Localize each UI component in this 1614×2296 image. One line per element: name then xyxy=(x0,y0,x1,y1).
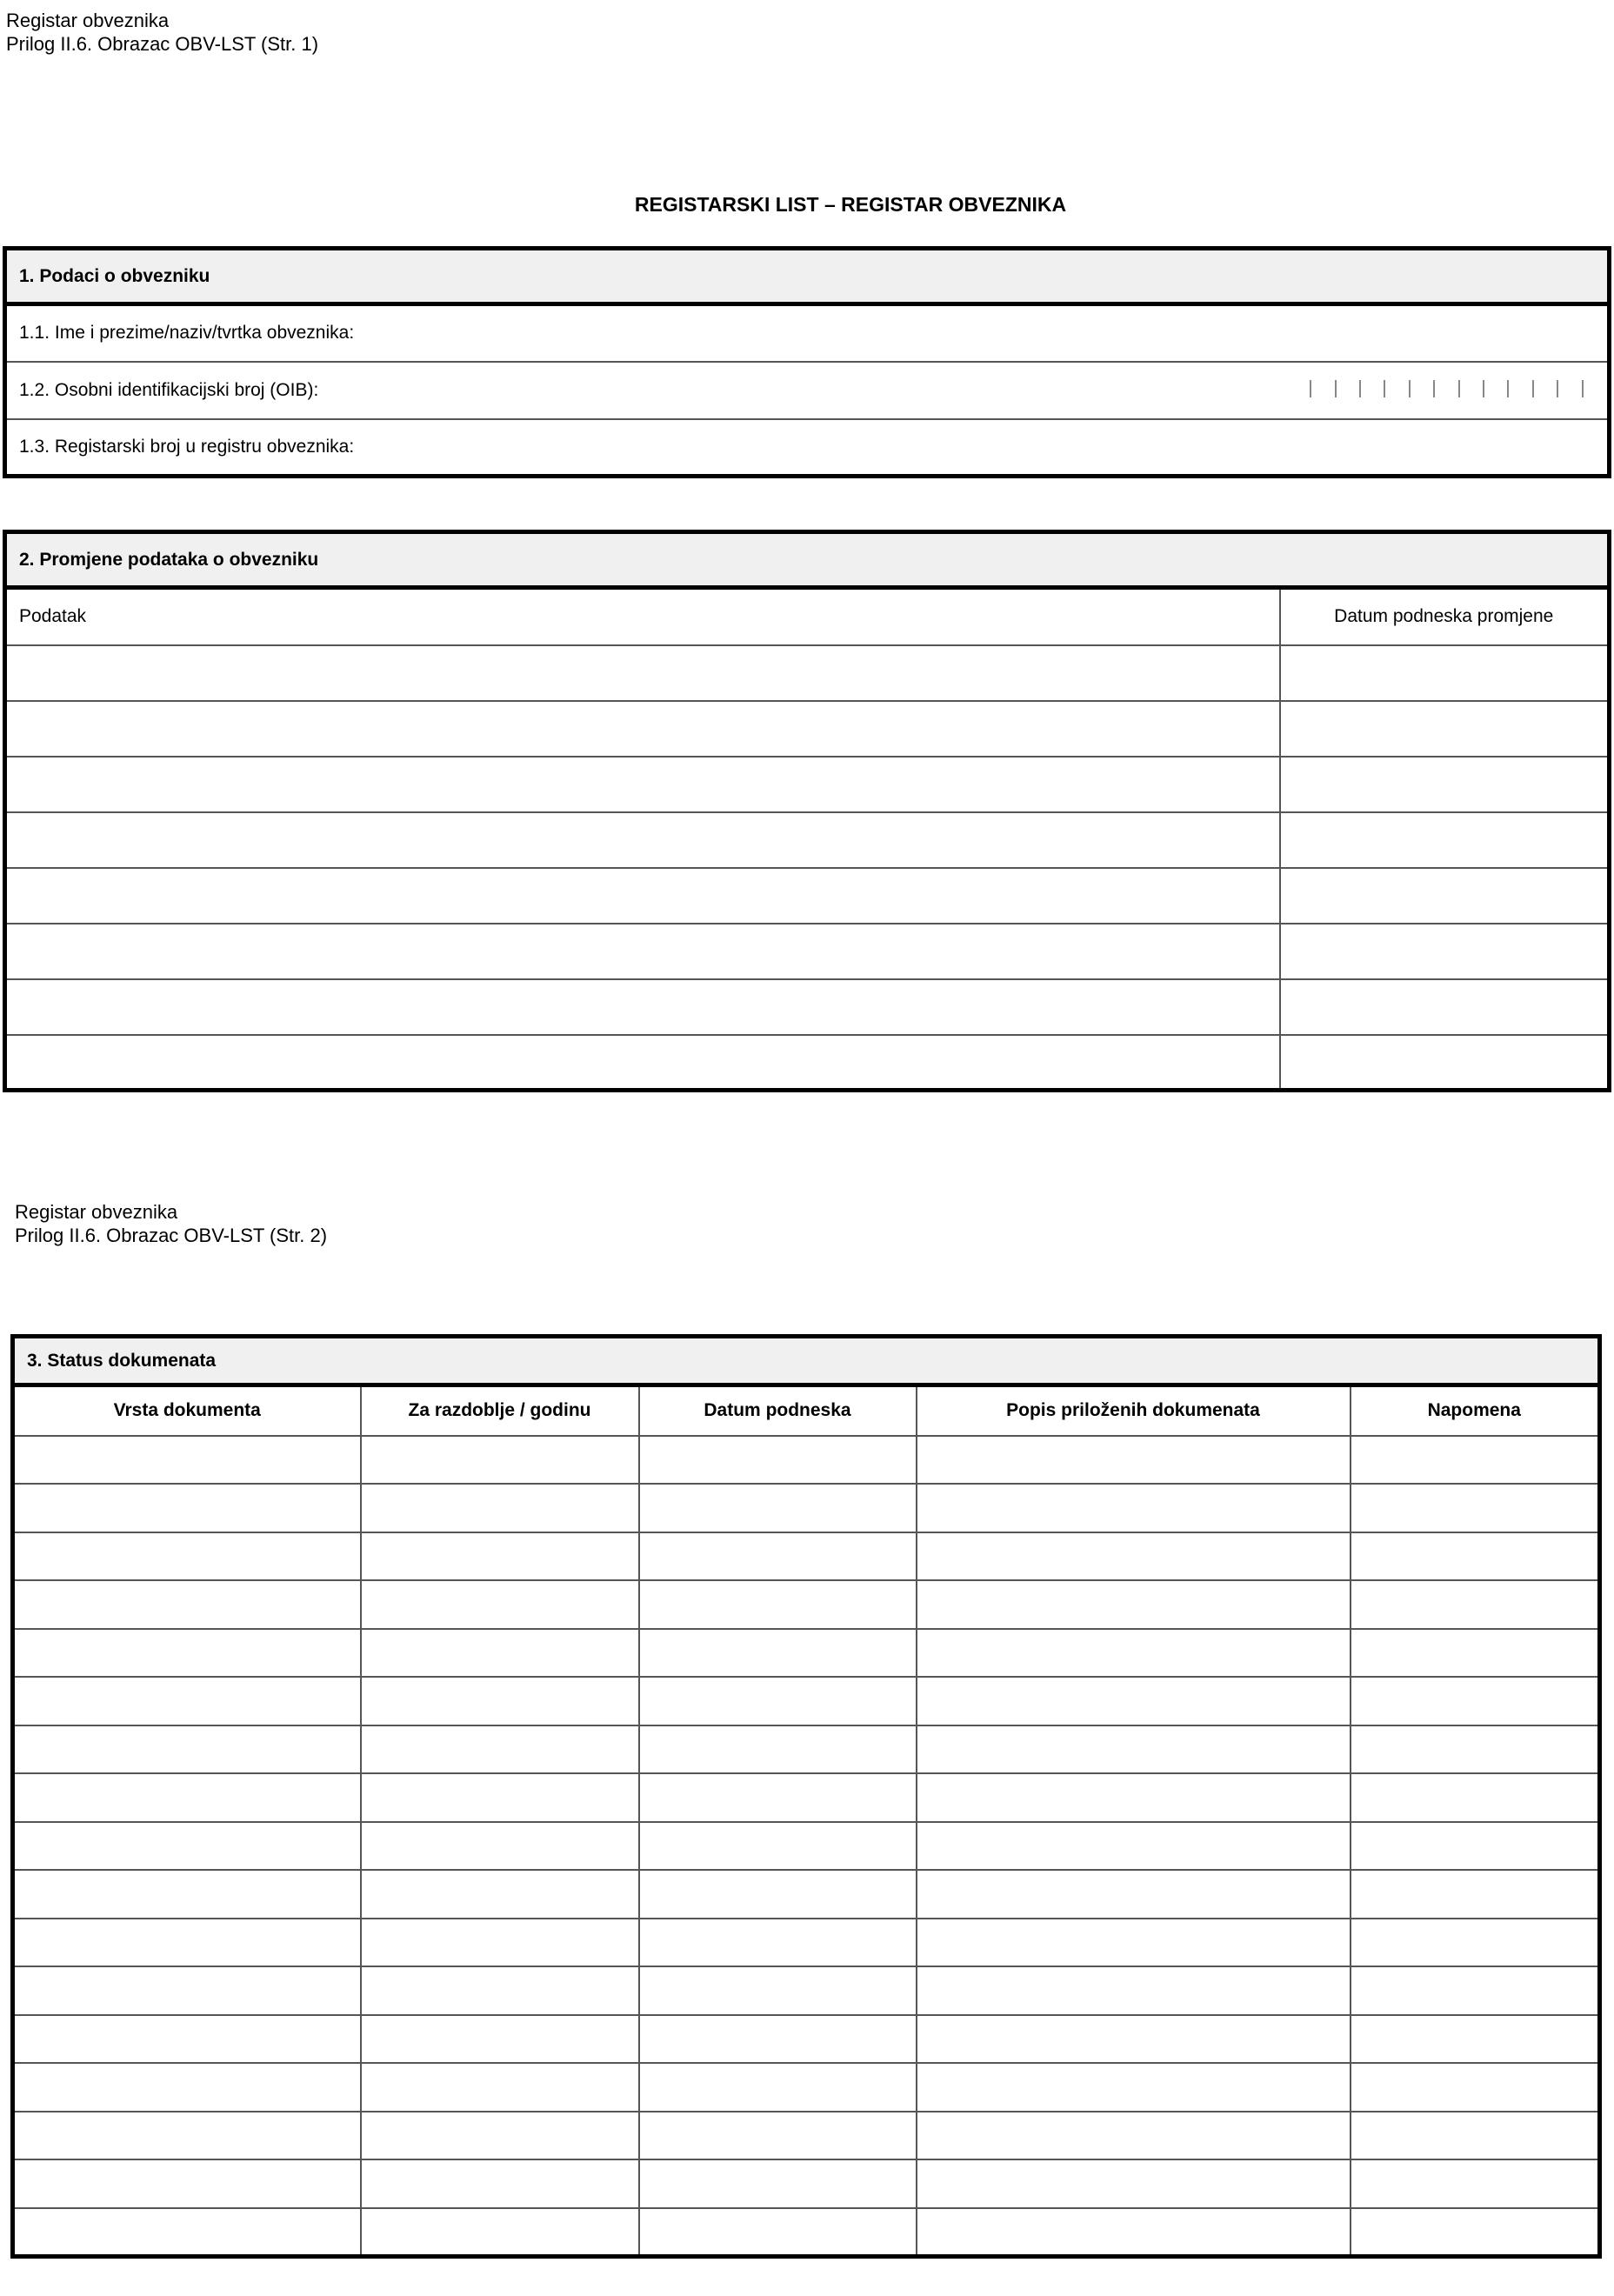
table-cell[interactable] xyxy=(1280,979,1610,1035)
table-cell[interactable] xyxy=(13,1532,361,1581)
table-cell[interactable] xyxy=(1351,1822,1600,1871)
table-cell[interactable] xyxy=(917,1677,1351,1725)
table-cell[interactable] xyxy=(639,1966,917,2015)
table-cell[interactable] xyxy=(639,1870,917,1919)
oib-digit-boxes[interactable] xyxy=(1298,380,1595,397)
table-cell[interactable] xyxy=(639,2208,917,2257)
table-cell[interactable] xyxy=(361,1532,639,1581)
table-cell[interactable] xyxy=(917,1870,1351,1919)
col-vrsta: Vrsta dokumenta xyxy=(13,1385,361,1436)
section2-heading: 2. Promjene podataka o obvezniku xyxy=(5,532,1610,588)
field-oib-label: 1.2. Osobni identifikacijski broj (OIB): xyxy=(19,379,319,400)
table-cell[interactable] xyxy=(639,2015,917,2064)
header-register-name: Registar obveznika xyxy=(6,10,170,31)
table-row xyxy=(13,1580,1600,1629)
table-cell[interactable] xyxy=(639,1484,917,1532)
table-cell[interactable] xyxy=(361,1580,639,1629)
table-cell[interactable] xyxy=(1351,1580,1600,1629)
table-cell[interactable] xyxy=(639,1773,917,1822)
table-row xyxy=(5,812,1610,868)
table-cell[interactable] xyxy=(13,2208,361,2257)
table-cell[interactable] xyxy=(361,1919,639,1967)
table-cell[interactable] xyxy=(5,812,1280,868)
table-cell[interactable] xyxy=(1351,1532,1600,1581)
table-cell[interactable] xyxy=(361,1436,639,1485)
table-row xyxy=(5,979,1610,1035)
col-datum-promjene: Datum podneska promjene xyxy=(1280,588,1610,645)
table-cell[interactable] xyxy=(361,1870,639,1919)
table-cell[interactable] xyxy=(361,1677,639,1725)
table-cell[interactable] xyxy=(1351,1725,1600,1774)
table-cell[interactable] xyxy=(13,2159,361,2208)
table-cell[interactable] xyxy=(5,757,1280,812)
table-cell[interactable] xyxy=(361,2112,639,2160)
table-cell[interactable] xyxy=(1280,924,1610,979)
table-row xyxy=(13,1822,1600,1871)
table-cell[interactable] xyxy=(13,1677,361,1725)
table-cell[interactable] xyxy=(917,1629,1351,1678)
table-cell[interactable] xyxy=(639,1532,917,1581)
table-cell[interactable] xyxy=(917,1484,1351,1532)
page1-header xyxy=(6,9,318,56)
table-row xyxy=(13,1532,1600,1581)
table-cell[interactable] xyxy=(13,1822,361,1871)
table-row xyxy=(5,868,1610,924)
table-cell[interactable] xyxy=(361,1725,639,1774)
table-cell[interactable] xyxy=(1351,2063,1600,2112)
table-row xyxy=(5,757,1610,812)
table-cell[interactable] xyxy=(917,1773,1351,1822)
table-cell[interactable] xyxy=(361,2159,639,2208)
table-row xyxy=(13,1773,1600,1822)
table-row xyxy=(13,1677,1600,1725)
table-cell[interactable] xyxy=(1280,812,1610,868)
table-cell[interactable] xyxy=(917,2208,1351,2257)
col-podatak: Podatak xyxy=(5,588,1280,645)
table-cell[interactable] xyxy=(917,2112,1351,2160)
table-cell[interactable] xyxy=(1351,2208,1600,2257)
table-row xyxy=(5,645,1610,701)
table-cell[interactable] xyxy=(917,1532,1351,1581)
table-cell[interactable] xyxy=(361,1629,639,1678)
table-cell[interactable] xyxy=(1351,1919,1600,1967)
table-cell[interactable] xyxy=(1280,868,1610,924)
table-cell[interactable] xyxy=(13,1870,361,1919)
table-row xyxy=(13,2063,1600,2112)
table-cell[interactable] xyxy=(13,1580,361,1629)
table-cell[interactable] xyxy=(917,1822,1351,1871)
table-row xyxy=(5,1035,1610,1091)
col-datum: Datum podneska xyxy=(639,1385,917,1436)
table-cell[interactable] xyxy=(1351,1773,1600,1822)
header-register-name: Registar obveznika xyxy=(15,1201,178,1223)
table-cell[interactable] xyxy=(917,1725,1351,1774)
table-cell[interactable] xyxy=(917,2159,1351,2208)
table-row xyxy=(13,1629,1600,1678)
table-cell[interactable] xyxy=(361,2015,639,2064)
table-cell[interactable] xyxy=(5,979,1280,1035)
section1-heading: 1. Podaci o obvezniku xyxy=(5,249,1610,304)
table-cell[interactable] xyxy=(5,645,1280,701)
section1-table xyxy=(3,246,1611,478)
field-reg-number-label: 1.3. Registarski broj u registru obveznika: xyxy=(19,436,355,457)
table-cell[interactable] xyxy=(361,2208,639,2257)
table-cell[interactable] xyxy=(1351,2159,1600,2208)
table-row xyxy=(13,1436,1600,1485)
table-cell[interactable] xyxy=(917,1919,1351,1967)
table-cell[interactable] xyxy=(1280,701,1610,757)
table-cell[interactable] xyxy=(1351,2112,1600,2160)
table-cell[interactable] xyxy=(1351,1966,1600,2015)
table-cell[interactable] xyxy=(1351,1436,1600,1485)
table-row xyxy=(13,2015,1600,2064)
table-cell[interactable] xyxy=(13,2112,361,2160)
table-row xyxy=(13,1725,1600,1774)
table-cell[interactable] xyxy=(13,1484,361,1532)
table-cell[interactable] xyxy=(1280,1035,1610,1091)
table-cell[interactable] xyxy=(1351,1870,1600,1919)
table-row xyxy=(13,1966,1600,2015)
table-cell[interactable] xyxy=(1351,1677,1600,1725)
table-cell[interactable] xyxy=(5,868,1280,924)
col-popis: Popis priloženih dokumenata xyxy=(917,1385,1351,1436)
section2-table xyxy=(3,530,1611,1092)
table-cell[interactable] xyxy=(639,2063,917,2112)
field-reg-number[interactable] xyxy=(5,419,1610,477)
field-oib[interactable] xyxy=(5,362,1610,419)
table-cell[interactable] xyxy=(639,1919,917,1967)
table-row xyxy=(13,1484,1600,1532)
table-cell[interactable] xyxy=(1351,2015,1600,2064)
table-cell[interactable] xyxy=(13,1629,361,1678)
table-cell[interactable] xyxy=(361,1966,639,2015)
table-cell[interactable] xyxy=(639,2112,917,2160)
table-cell[interactable] xyxy=(13,1966,361,2015)
table-cell[interactable] xyxy=(917,2015,1351,2064)
table-cell[interactable] xyxy=(639,1580,917,1629)
table-cell[interactable] xyxy=(13,2015,361,2064)
table-cell[interactable] xyxy=(917,1966,1351,2015)
table-cell[interactable] xyxy=(361,1822,639,1871)
header-form-ref: Prilog II.6. Obrazac OBV-LST (Str. 1) xyxy=(6,33,319,55)
table-cell[interactable] xyxy=(639,1436,917,1485)
field-name-label: 1.1. Ime i prezime/naziv/tvrtka obveznika: xyxy=(19,323,355,344)
table-cell[interactable] xyxy=(361,2063,639,2112)
table-cell[interactable] xyxy=(639,1629,917,1678)
table-cell[interactable] xyxy=(1280,645,1610,701)
table-cell[interactable] xyxy=(361,1484,639,1532)
table-cell[interactable] xyxy=(1280,757,1610,812)
table-row xyxy=(13,2112,1600,2160)
table-row xyxy=(5,924,1610,979)
table-cell[interactable] xyxy=(1351,1484,1600,1532)
table-cell[interactable] xyxy=(13,2063,361,2112)
table-row xyxy=(13,2159,1600,2208)
table-cell[interactable] xyxy=(639,1677,917,1725)
table-cell[interactable] xyxy=(13,1436,361,1485)
table-cell[interactable] xyxy=(917,2063,1351,2112)
table-cell[interactable] xyxy=(639,1822,917,1871)
table-row xyxy=(13,2208,1600,2257)
table-cell[interactable] xyxy=(5,924,1280,979)
header-form-ref: Prilog II.6. Obrazac OBV-LST (Str. 2) xyxy=(15,1225,328,1246)
table-cell[interactable] xyxy=(917,1436,1351,1485)
table-cell[interactable] xyxy=(917,1580,1351,1629)
table-cell[interactable] xyxy=(13,1725,361,1774)
field-name[interactable] xyxy=(5,304,1610,362)
table-cell[interactable] xyxy=(13,1919,361,1967)
page-title: REGISTARSKI LIST – REGISTAR OBVEZNIKA xyxy=(634,193,1067,216)
table-cell[interactable] xyxy=(1351,1629,1600,1678)
table-cell[interactable] xyxy=(5,701,1280,757)
page2-header xyxy=(15,1200,327,1247)
section3-table xyxy=(10,1334,1602,2259)
col-napomena: Napomena xyxy=(1351,1385,1600,1436)
col-razdoblje: Za razdoblje / godinu xyxy=(361,1385,639,1436)
table-cell[interactable] xyxy=(13,1773,361,1822)
table-row xyxy=(5,701,1610,757)
table-cell[interactable] xyxy=(639,1725,917,1774)
table-cell[interactable] xyxy=(5,1035,1280,1091)
table-cell[interactable] xyxy=(361,1773,639,1822)
table-row xyxy=(13,1870,1600,1919)
table-row xyxy=(13,1919,1600,1967)
section3-heading: 3. Status dokumenata xyxy=(13,1337,1600,1385)
table-cell[interactable] xyxy=(639,2159,917,2208)
